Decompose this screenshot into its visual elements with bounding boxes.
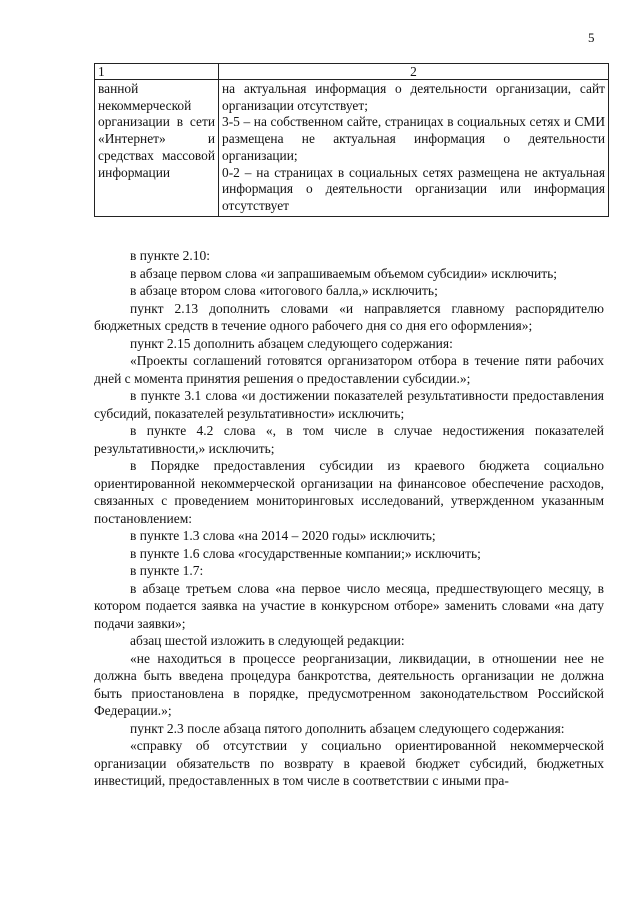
table-header-cell: 2 [219, 64, 609, 80]
paragraph: абзац шестой изложить в следующей редакции: [130, 633, 405, 648]
paragraph: в абзаце первом слова «и запрашиваемым объемом субсидии» исключить; [130, 265, 558, 281]
criteria-table [94, 63, 609, 217]
score-line: на актуальная информация о деятельности организации, сайт организации отсутствует; [222, 81, 605, 113]
paragraph: в пункте 1.7: [130, 563, 204, 578]
document-body [94, 247, 604, 790]
score-line: 0-2 – на страницах в социальных сетях размещена не актуальная информация о деятельности организации или информация отсутствует [222, 164, 605, 213]
score-line: 3-5 – на собственном сайте, страницах в социальных сетях и СМИ размещена не актуальная информация о деятельности организации; [222, 114, 605, 163]
paragraph: «справку об отсутствии у социально ориентированной некоммерческой организации обязательств по возврату в краевой бюджет субсидий, бюджетных инвестиций, предоставленных в том числе в соответствии с иными пра- [94, 738, 604, 788]
table-cell-criterion: ванной некоммерческой организации в сети «Интернет» и средствах массовой информации [95, 80, 219, 217]
table-header-cell: 1 [95, 64, 219, 80]
table-row [95, 80, 609, 217]
paragraph: в пункте 4.2 слова «, в том числе в случае недостижения показателей результативности,» исключить; [94, 423, 604, 456]
paragraph: пункт 2.13 дополнить словами «и направляется главному распорядителю бюджетных средств в течение одного рабочего дня со дня его оформления»; [94, 300, 604, 333]
paragraph: в Порядке предоставления субсидии из краевого бюджета социально ориентированной некоммерческой организации на финансовое обеспечение расходов, связанных с проведением мониторинговых исследований, утвержденном указанным постановлением: [94, 458, 604, 526]
table-cell-scores [219, 80, 609, 217]
paragraph: в абзаце третьем слова «на первое число месяца, предшествующего месяцу, в котором подается заявка на участие в конкурсном отборе» заменить словами «на дату подачи заявки»; [94, 580, 604, 631]
page-number: 5 [588, 30, 595, 45]
paragraph: в пункте 3.1 слова «и достижении показателей результативности предоставления субсидий, показателей результативности» исключить; [94, 388, 604, 421]
table-header-row [95, 64, 609, 80]
paragraph: «Проекты соглашений готовятся организатором отбора в течение пяти рабочих дней с момента принятия решения о предоставлении субсидии.»; [94, 353, 604, 386]
paragraph: пункт 2.15 дополнить абзацем следующего содержания: [130, 335, 453, 351]
paragraph: пункт 2.3 после абзаца пятого дополнить абзацем следующего содержания: [130, 720, 565, 736]
paragraph: в абзаце втором слова «итогового балла,» исключить; [130, 283, 438, 298]
paragraph: в пункте 1.3 слова «на 2014 – 2020 годы» исключить; [130, 528, 436, 543]
paragraph: «не находиться в процессе реорганизации, ликвидации, в отношении нее не должна быть введена процедура банкротства, деятельность организации не должна быть приостановлена в порядке, предусмотренном законодательством Российской Федерации.»; [94, 650, 604, 718]
paragraph: в пункте 1.6 слова «государственные компании;» исключить; [130, 545, 481, 561]
paragraph: в пункте 2.10: [130, 248, 210, 263]
